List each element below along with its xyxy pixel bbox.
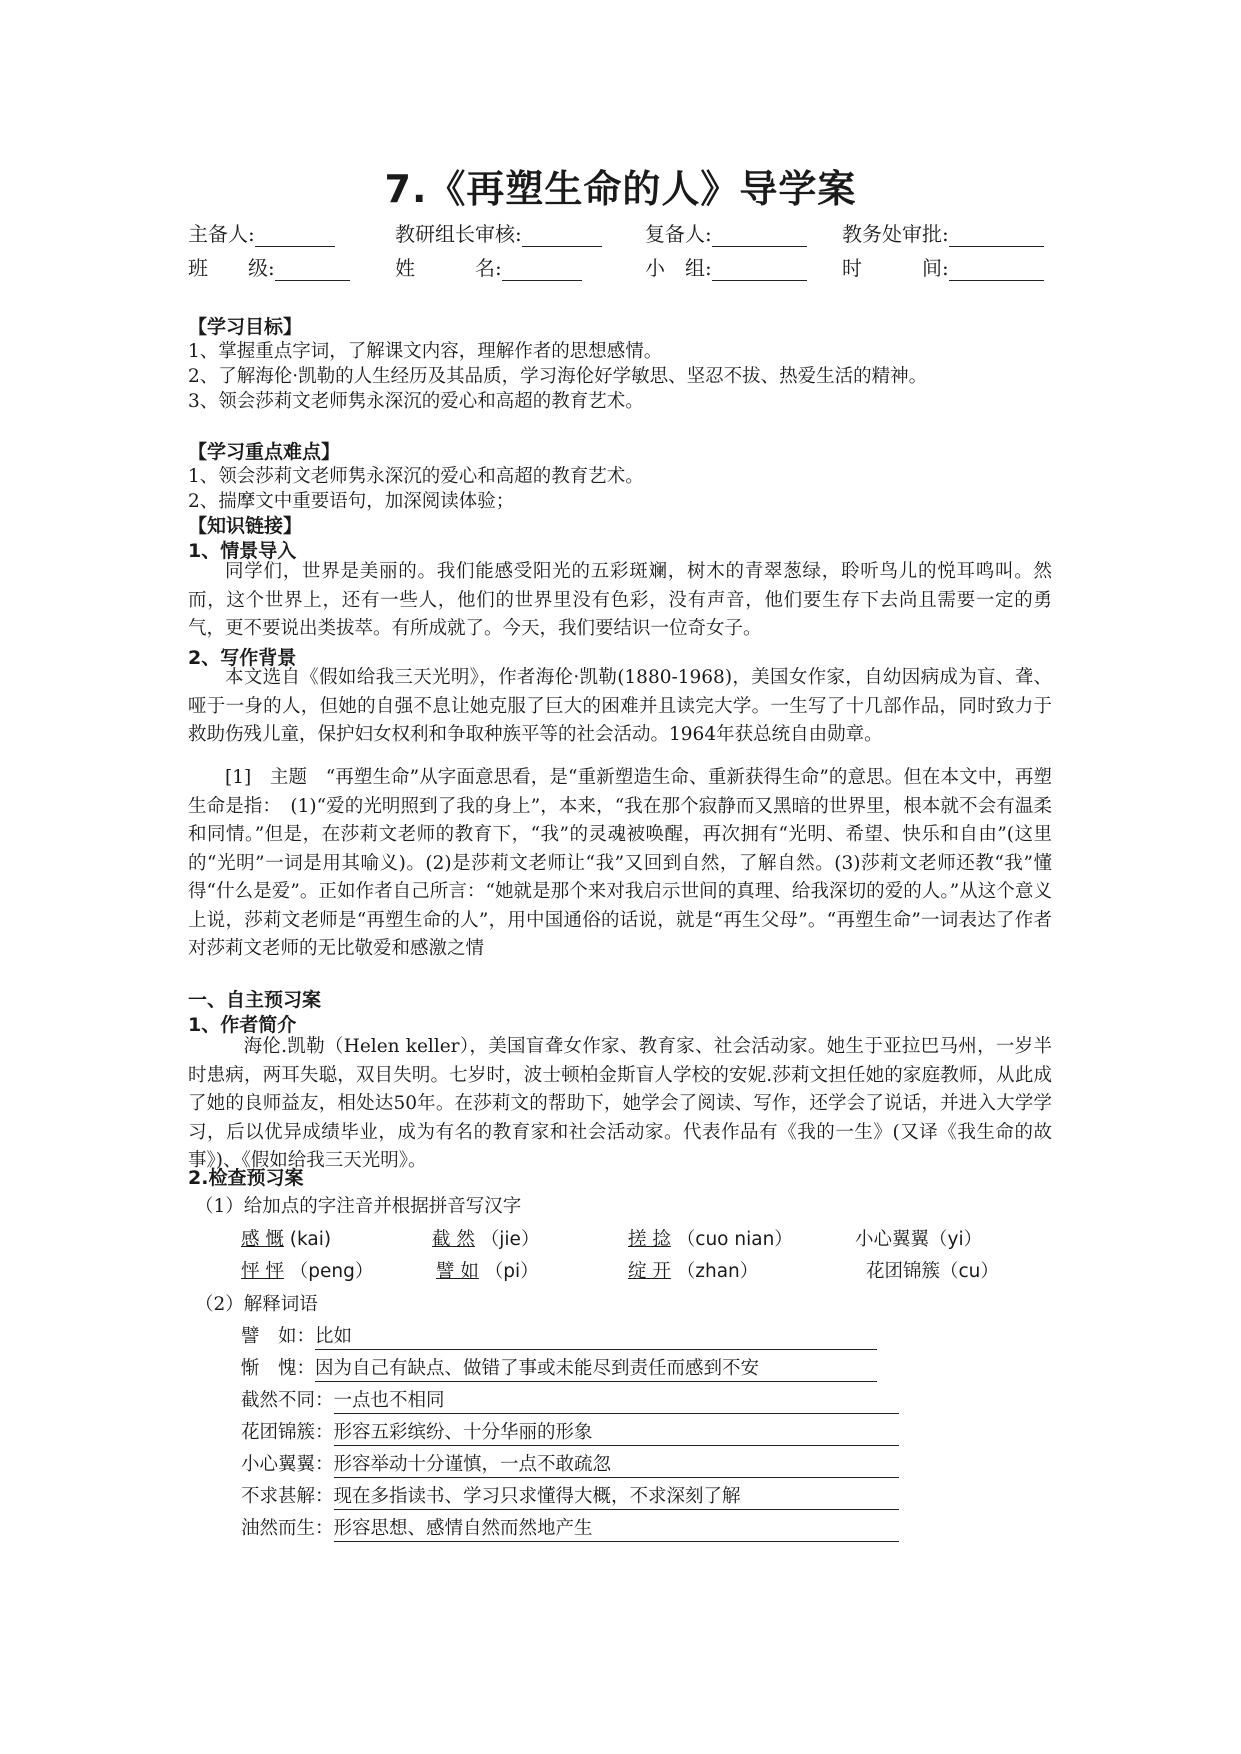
header-field-co-preparer: 复备人: <box>645 218 807 247</box>
definition-row <box>241 1386 899 1414</box>
definition-answer[interactable]: 现在多指读书、学习只求懂得大概，不求深刻了解 <box>334 1485 899 1510</box>
header-field-preparer: 主备人: <box>188 218 335 247</box>
header-label: 复备人 <box>645 222 705 246</box>
header-field-name: 姓 名: <box>395 252 582 281</box>
blank-line[interactable] <box>712 226 807 247</box>
definition-answer[interactable]: 形容举动十分谨慎，一点不敢疏忽 <box>334 1453 899 1478</box>
keypoint-item: 2、揣摩文中重要语句，加深阅读体验； <box>188 491 515 512</box>
pinyin-item: 怦 怦 （peng） <box>241 1261 374 1282</box>
definition-row <box>241 1514 899 1542</box>
pinyin-item: 绽 开 （zhan） <box>628 1261 759 1282</box>
question-1: （1）给加点的字注音并根据拼音写汉字 <box>195 1196 522 1217</box>
blank-line[interactable] <box>522 226 602 247</box>
definition-term: 花团锦簇： <box>241 1422 334 1443</box>
definition-answer[interactable]: 形容五彩缤纷、十分华丽的形象 <box>334 1421 899 1446</box>
header-field-group: 小 组: <box>645 252 807 281</box>
header-field-class: 班 级: <box>188 252 350 281</box>
header-label: 主备人 <box>188 222 248 246</box>
question-2: （2）解释词语 <box>195 1294 318 1315</box>
header-field-approval: 教务处审批: <box>842 218 1044 247</box>
check-preview-heading: 2.检查预习案 <box>188 1167 304 1189</box>
goals-heading: 【学习目标】 <box>188 316 303 338</box>
header-label: 时 间 <box>842 256 942 280</box>
preview-heading: 一、自主预习案 <box>188 989 322 1011</box>
header-field-time: 时 间: <box>842 252 1044 281</box>
definition-answer[interactable]: 形容思想、感情自然而然地产生 <box>334 1517 899 1542</box>
header-label: 教研组长审核 <box>395 222 515 246</box>
pinyin-item: 譬 如 （pi） <box>436 1261 539 1282</box>
pinyin-item: 搓 捻 （cuo nian） <box>628 1229 793 1250</box>
header-field-review: 教研组长审核: <box>395 218 602 247</box>
definition-answer[interactable]: 因为自己有缺点、做错了事或未能尽到责任而感到不安 <box>315 1357 877 1382</box>
definition-term: 惭 愧： <box>241 1358 316 1379</box>
author-intro-heading: 1、作者简介 <box>188 1014 297 1036</box>
blank-line[interactable] <box>502 260 582 281</box>
blank-line[interactable] <box>712 260 807 281</box>
page-title: 7.《再塑生命的人》导学案 <box>384 167 857 211</box>
keypoints-heading: 【学习重点难点】 <box>188 441 341 463</box>
knowledge-heading: 【知识链接】 <box>188 515 303 537</box>
definition-answer[interactable]: 一点也不相同 <box>334 1389 899 1414</box>
background-heading: 2、写作背景 <box>188 647 297 669</box>
scene-intro-paragraph: 同学们，世界是美丽的。我们能感受阳光的五彩斑斓，树木的青翠葱绿，聆听鸟儿的悦耳鸣叫。然而，这个世界上，还有一些人，他们的世界里没有色彩，没有声音，他们要生存下去尚且需要一定的勇气，更不要说出类拔萃。有所成就了。今天，我们要结识一位奇女子。 <box>188 561 1052 639</box>
goal-item: 1、掌握重点字词，了解课文内容，理解作者的思想感情。 <box>188 341 663 362</box>
header-label: 姓 名 <box>395 256 495 280</box>
blank-line[interactable] <box>949 260 1044 281</box>
definition-row <box>241 1354 877 1382</box>
definition-row <box>241 1482 899 1510</box>
goal-item: 2、了解海伦·凯勒的人生经历及其品质，学习海伦好学敏思、坚忍不拔、热爱生活的精神。 <box>188 366 928 387</box>
blank-line[interactable] <box>949 226 1044 247</box>
theme-paragraph: [1] 主题 “再塑生命”从字面意思看，是“重新塑造生命、重新获得生命”的意思。但在本文中，再塑生命是指： (1)“爱的光明照到了我的身上”，本来，“我在那个寂静而又黑暗的世界里，根本就不会有温柔和同情。”但是，在莎莉文老师的教育下，“我”的灵魂被唤醒，再次拥有“光明、希望、快乐和自由”(这里的“光明”一词是用其喻义)。(2)是莎莉文老师让“我”又回到自然，了解自然。(3)莎莉文老师还教“我”懂得“什么是爱”。正如作者自己所言：“她就是那个来对我启示世间的真理、给我深切的爱的人。”从这个意义上说，莎莉文老师是“再塑生命的人”，用中国通俗的话说，就是“再生父母”。“再塑生命”一词表达了作者对莎莉文老师的无比敬爱和感激之情 <box>188 767 1052 959</box>
keypoint-item: 1、领会莎莉文老师隽永深沉的爱心和高超的教育艺术。 <box>188 466 644 487</box>
pinyin-item: 花团锦簇（cu） <box>866 1261 999 1282</box>
definition-row <box>241 1450 899 1478</box>
blank-line[interactable] <box>275 260 350 281</box>
background-paragraph: 本文选自《假如给我三天光明》，作者海伦·凯勒(1880-1968)，美国女作家，自幼因病成为盲、聋、哑于一身的人，但她的自强不息让她克服了巨大的困难并且读完大学。一生写了十几部作品，同时致力于救助伤残儿童，保护妇女权利和争取种族平等的社会活动。1964年获总统自由勋章。 <box>188 667 1052 745</box>
header-label: 班 级 <box>188 256 268 280</box>
header-label: 小 组 <box>645 256 705 280</box>
definition-term: 油然而生： <box>241 1518 334 1539</box>
pinyin-item: 截 然 （jie） <box>432 1229 540 1250</box>
definition-answer[interactable]: 比如 <box>315 1325 877 1350</box>
pinyin-item: 感 慨 (kai) <box>241 1229 332 1250</box>
definition-row <box>241 1418 899 1446</box>
pinyin-item: 小心翼翼（yi） <box>855 1229 983 1250</box>
definition-term: 譬 如： <box>241 1326 316 1347</box>
definition-term: 截然不同： <box>241 1390 334 1411</box>
definition-term: 小心翼翼： <box>241 1454 334 1475</box>
header-label: 教务处审批 <box>842 222 942 246</box>
definition-term: 不求甚解： <box>241 1486 334 1507</box>
scene-intro-heading: 1、情景导入 <box>188 540 297 562</box>
definition-row <box>241 1322 877 1350</box>
blank-line[interactable] <box>255 226 335 247</box>
goal-item: 3、领会莎莉文老师隽永深沉的爱心和高超的教育艺术。 <box>188 391 644 412</box>
author-intro-paragraph: 海伦.凯勒（Helen keller），美国盲聋女作家、教育家、社会活动家。她生于亚拉巴马州，一岁半时患病，两耳失聪，双目失明。七岁时，波士顿柏金斯盲人学校的安妮.莎莉文担任她的家庭教师，从此成了她的良师益友，相处达50年。在莎莉文的帮助下，她学会了阅读、写作，还学会了说话，并进入大学学习，后以优异成绩毕业，成为有名的教育家和社会活动家。代表作品有《我的一生》(又译《我生命的故事》)、《假如给我三天光明》。 <box>188 1036 1052 1171</box>
